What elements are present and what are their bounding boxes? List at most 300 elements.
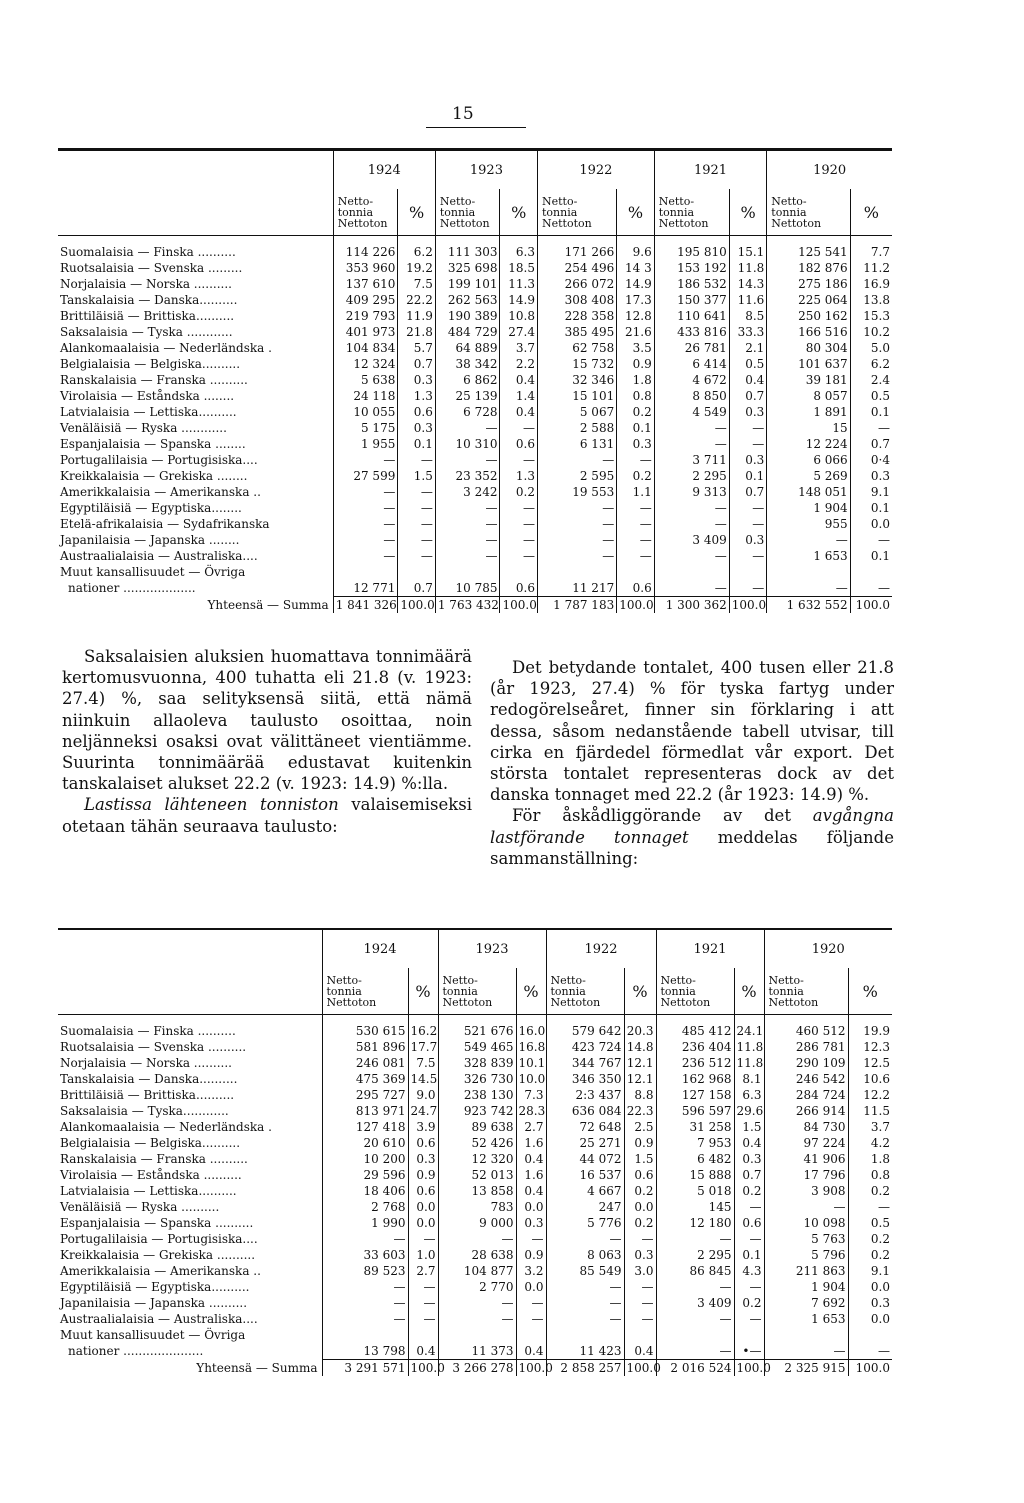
net-tonnage-cell: 5 763 <box>764 1231 848 1247</box>
net-tonnage-cell: 596 597 <box>656 1103 734 1119</box>
year-header: 1920 <box>767 150 892 190</box>
empty-cell <box>435 564 500 580</box>
percent-cell: — <box>734 1279 764 1295</box>
net-tonnage-cell: 1 904 <box>764 1279 848 1295</box>
percent-cell: — <box>617 452 655 468</box>
net-tonnage-cell: 275 186 <box>767 276 850 292</box>
net-tonnage-cell: 485 412 <box>656 1023 734 1039</box>
percent-cell: 0.6 <box>624 1167 656 1183</box>
net-tonnage-cell: — <box>333 548 398 564</box>
percent-cell: — <box>500 420 538 436</box>
percent-cell: — <box>500 452 538 468</box>
percent-cell: — <box>398 484 436 500</box>
net-tonnage-cell: — <box>654 580 729 597</box>
percent-cell: 0.3 <box>408 1151 438 1167</box>
percent-cell: 18.5 <box>500 260 538 276</box>
year-header: 1923 <box>435 150 537 190</box>
percent-header: % <box>734 968 764 1015</box>
percent-cell: 0·4 <box>850 452 892 468</box>
nationality-label: Norjalaisia — Norska .......... <box>60 1056 232 1070</box>
net-tonnage-cell: 8 063 <box>546 1247 624 1263</box>
percent-cell: 12.5 <box>848 1055 892 1071</box>
total-percent-cell: 100.0 <box>516 1360 546 1377</box>
spacer-cell <box>656 1015 734 1024</box>
percent-cell: 12.2 <box>848 1087 892 1103</box>
percent-cell: 15.1 <box>729 244 767 260</box>
net-tonnage-cell: 127 418 <box>322 1119 408 1135</box>
net-tonnage-cell: 5 269 <box>767 468 850 484</box>
net-tonnage-cell: 15 <box>767 420 850 436</box>
total-net-cell: 1 841 326 <box>333 597 398 614</box>
nationality-label: Saksalaisia — Tyska ............ <box>60 325 233 339</box>
year-header: 1924 <box>322 929 438 968</box>
percent-cell: 0.5 <box>850 388 892 404</box>
net-tonnage-cell: 125 541 <box>767 244 850 260</box>
table-row <box>58 1183 892 1199</box>
nationality-label: Kreikkalaisia — Grekiska .......... <box>60 1248 256 1262</box>
net-tonnage-cell: 2:3 437 <box>546 1087 624 1103</box>
net-tonnage-cell: — <box>654 420 729 436</box>
percent-cell: 6.2 <box>850 356 892 372</box>
percent-cell: 33.3 <box>729 324 767 340</box>
net-tonnage-cell: 80 304 <box>767 340 850 356</box>
net-tonnage-cell: 579 642 <box>546 1023 624 1039</box>
percent-cell: 0.2 <box>617 468 655 484</box>
table-row <box>58 1151 892 1167</box>
empty-cell <box>850 564 892 580</box>
percent-cell: 9.1 <box>850 484 892 500</box>
net-tonnage-cell: — <box>333 532 398 548</box>
net-tonnage-cell: 9 313 <box>654 484 729 500</box>
total-percent-cell: 100.0 <box>850 597 892 614</box>
nationality-label: Amerikkalaisia — Amerikanska .. <box>60 485 261 499</box>
nationality-label: Ranskalaisia — Franska .......... <box>60 373 248 387</box>
percent-cell: 0.3 <box>850 468 892 484</box>
percent-cell: 1.8 <box>617 372 655 388</box>
net-tonnage-cell: 10 200 <box>322 1151 408 1167</box>
net-tonnage-cell: 266 914 <box>764 1103 848 1119</box>
net-tonnage-cell: — <box>538 452 617 468</box>
percent-cell: 11.8 <box>734 1055 764 1071</box>
empty-cell <box>333 564 398 580</box>
net-tonnage-cell: — <box>322 1231 408 1247</box>
table-row <box>58 452 892 468</box>
net-tonnage-cell: 433 816 <box>654 324 729 340</box>
net-tonnage-cell: 6 131 <box>538 436 617 452</box>
percent-cell: 27.4 <box>500 324 538 340</box>
net-tonnage-cell: 148 051 <box>767 484 850 500</box>
net-tonnage-header <box>322 968 408 1015</box>
net-tonnage-header <box>654 189 729 236</box>
finnish-text-column <box>62 646 472 837</box>
finnish-paragraph-2 <box>62 794 472 836</box>
net-tonnage-cell: 636 084 <box>546 1103 624 1119</box>
percent-cell: — <box>848 1199 892 1215</box>
net-tonnage-cell: 2 770 <box>438 1279 516 1295</box>
table-row <box>58 260 892 276</box>
net-tonnage-cell: 236 512 <box>656 1055 734 1071</box>
page-number-rule <box>426 127 526 128</box>
table-row <box>58 1279 892 1295</box>
net-tonnage-cell: 353 960 <box>333 260 398 276</box>
net-tonnage-cell: 33 603 <box>322 1247 408 1263</box>
percent-cell: 0.4 <box>516 1343 546 1360</box>
percent-cell: 0.0 <box>408 1215 438 1231</box>
total-net-cell: 1 787 183 <box>538 597 617 614</box>
net-tonnage-header-line: Nettoton <box>326 995 377 1009</box>
percent-cell: — <box>850 580 892 597</box>
percent-cell: 24.1 <box>734 1023 764 1039</box>
finnish-paragraph-rest: valaisemiseksi otetaan tähän seuraava taulusto: <box>62 795 472 836</box>
net-tonnage-header-line: tonnia <box>326 984 362 998</box>
percent-cell: 15.3 <box>850 308 892 324</box>
percent-cell: 0.8 <box>848 1167 892 1183</box>
total-net-cell: 3 266 278 <box>438 1360 516 1377</box>
net-tonnage-cell: 195 810 <box>654 244 729 260</box>
net-tonnage-cell: 1 955 <box>333 436 398 452</box>
nationality-label: Venäläisiä — Ryska ............ <box>60 421 227 435</box>
net-tonnage-cell: 6 066 <box>767 452 850 468</box>
percent-cell: 0.6 <box>734 1215 764 1231</box>
empty-cell <box>322 1327 408 1343</box>
net-tonnage-cell: 2 595 <box>538 468 617 484</box>
spacer-cell <box>516 1015 546 1024</box>
nationality-label: Venäläisiä — Ryska .......... <box>60 1200 220 1214</box>
net-tonnage-cell: 401 973 <box>333 324 398 340</box>
percent-cell: 19.9 <box>848 1023 892 1039</box>
percent-cell: 0.3 <box>624 1247 656 1263</box>
percent-cell: 0.3 <box>729 404 767 420</box>
empty-cell <box>398 564 436 580</box>
swedish-paragraph-start: För åskådliggörande av det <box>512 806 813 826</box>
nationality-label: Suomalaisia — Finska .......... <box>60 1024 236 1038</box>
percent-cell: 0.0 <box>408 1199 438 1215</box>
net-tonnage-header-line: tonnia <box>442 984 478 998</box>
percent-cell: •— <box>734 1343 764 1360</box>
net-tonnage-cell: 1 653 <box>764 1311 848 1327</box>
table-row <box>58 1295 892 1311</box>
percent-cell: 0.7 <box>398 356 436 372</box>
percent-cell: 11.6 <box>729 292 767 308</box>
label-header <box>58 189 333 236</box>
percent-cell: — <box>729 516 767 532</box>
percent-cell: 29.6 <box>734 1103 764 1119</box>
percent-cell: 0.7 <box>729 388 767 404</box>
net-tonnage-cell: 1 891 <box>767 404 850 420</box>
net-tonnage-cell: 211 863 <box>764 1263 848 1279</box>
percent-cell: 0.5 <box>729 356 767 372</box>
net-tonnage-header <box>538 189 617 236</box>
net-tonnage-cell: 44 072 <box>546 1151 624 1167</box>
percent-cell: 16.0 <box>516 1023 546 1039</box>
net-tonnage-cell: — <box>546 1295 624 1311</box>
percent-cell: 3.7 <box>848 1119 892 1135</box>
net-tonnage-header-line: Netto- <box>550 973 586 987</box>
nationality-label: Latvialaisia — Lettiska.......... <box>60 1184 237 1198</box>
percent-cell: 0.3 <box>398 420 436 436</box>
net-tonnage-cell: 286 781 <box>764 1039 848 1055</box>
percent-cell: — <box>624 1311 656 1327</box>
nationality-label: Tanskalaisia — Danska.......... <box>60 1072 238 1086</box>
percent-cell: — <box>729 548 767 564</box>
table-row <box>58 244 892 260</box>
net-tonnage-cell: 199 101 <box>435 276 500 292</box>
net-tonnage-header-line: Netto- <box>542 194 578 208</box>
net-tonnage-cell: 15 101 <box>538 388 617 404</box>
net-tonnage-cell: 549 465 <box>438 1039 516 1055</box>
percent-cell: — <box>500 500 538 516</box>
net-tonnage-cell: — <box>333 452 398 468</box>
total-percent-cell: 100.0 <box>617 597 655 614</box>
percent-header: % <box>624 968 656 1015</box>
net-tonnage-cell: 521 676 <box>438 1023 516 1039</box>
net-tonnage-header <box>767 189 850 236</box>
net-tonnage-cell: 89 638 <box>438 1119 516 1135</box>
table-row <box>58 324 892 340</box>
net-tonnage-cell: 24 118 <box>333 388 398 404</box>
net-tonnage-cell: 262 563 <box>435 292 500 308</box>
net-tonnage-header-line: Nettoton <box>542 216 592 230</box>
percent-cell: 20.3 <box>624 1023 656 1039</box>
year-header: 1923 <box>438 929 546 968</box>
percent-header: % <box>408 968 438 1015</box>
percent-cell: 11.2 <box>850 260 892 276</box>
percent-cell: 2.7 <box>516 1119 546 1135</box>
percent-cell: 28.3 <box>516 1103 546 1119</box>
net-tonnage-cell: — <box>767 532 850 548</box>
percent-cell: 4.3 <box>734 1263 764 1279</box>
net-tonnage-cell: 247 <box>546 1199 624 1215</box>
percent-header: % <box>617 189 655 236</box>
percent-cell: 13.8 <box>850 292 892 308</box>
total-percent-cell: 100.0 <box>408 1360 438 1377</box>
table-row <box>58 1135 892 1151</box>
spacer-cell <box>546 1015 624 1024</box>
percent-cell: 0.4 <box>408 1343 438 1360</box>
table-row <box>58 1199 892 1215</box>
net-tonnage-cell: 84 730 <box>764 1119 848 1135</box>
percent-cell: — <box>624 1295 656 1311</box>
net-tonnage-cell: 27 599 <box>333 468 398 484</box>
percent-cell: — <box>408 1279 438 1295</box>
net-tonnage-header <box>438 968 516 1015</box>
net-tonnage-cell: 8 850 <box>654 388 729 404</box>
net-tonnage-cell: — <box>435 532 500 548</box>
percent-cell: 19.2 <box>398 260 436 276</box>
net-tonnage-cell: 3 409 <box>656 1295 734 1311</box>
percent-cell: 6.3 <box>500 244 538 260</box>
net-tonnage-header-line: Nettoton <box>658 216 709 230</box>
empty-cell <box>500 564 538 580</box>
percent-cell: 0.0 <box>850 516 892 532</box>
net-tonnage-cell: 484 729 <box>435 324 500 340</box>
net-tonnage-cell: — <box>435 548 500 564</box>
net-tonnage-header-line: Nettoton <box>768 995 819 1009</box>
net-tonnage-header-line: Nettoton <box>442 995 493 1009</box>
net-tonnage-cell: — <box>654 500 729 516</box>
percent-cell: 0.7 <box>734 1167 764 1183</box>
percent-cell: 2.7 <box>408 1263 438 1279</box>
spacer-cell <box>500 236 538 245</box>
percent-cell: 6.2 <box>398 244 436 260</box>
percent-cell: 14.9 <box>500 292 538 308</box>
percent-cell: 24.7 <box>408 1103 438 1119</box>
net-tonnage-cell: 150 377 <box>654 292 729 308</box>
percent-cell: 2.1 <box>729 340 767 356</box>
spacer-cell <box>654 236 729 245</box>
net-tonnage-cell: 52 013 <box>438 1167 516 1183</box>
percent-cell: 16.2 <box>408 1023 438 1039</box>
net-tonnage-cell: — <box>764 1199 848 1215</box>
percent-cell: — <box>516 1231 546 1247</box>
table-row <box>58 1231 892 1247</box>
net-tonnage-header-line: tonnia <box>542 205 578 219</box>
net-tonnage-cell: 16 537 <box>546 1167 624 1183</box>
percent-cell: 0.1 <box>398 436 436 452</box>
net-tonnage-cell: 423 724 <box>546 1039 624 1055</box>
net-tonnage-cell: 530 615 <box>322 1023 408 1039</box>
net-tonnage-cell: 111 303 <box>435 244 500 260</box>
year-header: 1922 <box>546 929 656 968</box>
net-tonnage-cell: 86 845 <box>656 1263 734 1279</box>
net-tonnage-cell: 8 057 <box>767 388 850 404</box>
percent-header: % <box>850 189 892 236</box>
nationality-label: Japanilaisia — Japanska ........ <box>60 533 240 547</box>
net-tonnage-cell: 344 767 <box>546 1055 624 1071</box>
nationality-label: Austraalialaisia — Australiska.... <box>60 549 258 563</box>
net-tonnage-cell: 228 358 <box>538 308 617 324</box>
percent-cell: — <box>398 500 436 516</box>
net-tonnage-cell: 238 130 <box>438 1087 516 1103</box>
percent-cell: 1.1 <box>617 484 655 500</box>
net-tonnage-cell: 2 588 <box>538 420 617 436</box>
nationality-label: Austraalialaisia — Australiska.... <box>60 1312 258 1326</box>
net-tonnage-cell: 7 692 <box>764 1295 848 1311</box>
percent-cell: — <box>617 548 655 564</box>
percent-cell: 12.1 <box>624 1071 656 1087</box>
total-percent-cell: 100.0 <box>500 597 538 614</box>
spacer-cell <box>398 236 436 245</box>
empty-cell <box>438 1327 516 1343</box>
percent-cell: 9.0 <box>408 1087 438 1103</box>
net-tonnage-cell: 219 793 <box>333 308 398 324</box>
net-tonnage-cell: 114 226 <box>333 244 398 260</box>
net-tonnage-cell: — <box>764 1343 848 1360</box>
table-row <box>58 564 892 580</box>
percent-cell: 10.6 <box>848 1071 892 1087</box>
spacer-cell <box>438 1015 516 1024</box>
nationality-label: Muut kansallisuudet — Övriga <box>60 1328 246 1342</box>
percent-cell: 0.1 <box>850 548 892 564</box>
net-tonnage-cell: 5 018 <box>656 1183 734 1199</box>
year-header: 1924 <box>333 150 435 190</box>
table-row <box>58 548 892 564</box>
net-tonnage-cell: — <box>767 580 850 597</box>
net-tonnage-cell: 127 158 <box>656 1087 734 1103</box>
net-tonnage-header-line: Nettoton <box>337 216 388 230</box>
net-tonnage-cell: 1 653 <box>767 548 850 564</box>
percent-cell: 14.8 <box>624 1039 656 1055</box>
table-row <box>58 1071 892 1087</box>
spacer-cell <box>624 1015 656 1024</box>
table-row <box>58 420 892 436</box>
table-row <box>58 340 892 356</box>
net-tonnage-cell: — <box>333 516 398 532</box>
net-tonnage-cell: — <box>435 420 500 436</box>
percent-header: % <box>729 189 767 236</box>
percent-cell: 0.1 <box>617 420 655 436</box>
table-row <box>58 1327 892 1343</box>
percent-cell: 1.5 <box>624 1151 656 1167</box>
net-tonnage-cell: 12 320 <box>438 1151 516 1167</box>
net-tonnage-cell: 326 730 <box>438 1071 516 1087</box>
nationality-label: Brittiläisiä — Brittiska.......... <box>60 1088 235 1102</box>
spacer-cell <box>322 1015 408 1024</box>
percent-cell: 12.3 <box>848 1039 892 1055</box>
percent-cell: 0.6 <box>408 1135 438 1151</box>
table-row <box>58 356 892 372</box>
percent-cell: — <box>408 1295 438 1311</box>
total-percent-cell: 100.0 <box>624 1360 656 1377</box>
net-tonnage-cell: — <box>435 452 500 468</box>
table-row <box>58 1039 892 1055</box>
spacer-cell <box>538 236 617 245</box>
spacer-cell <box>764 1015 848 1024</box>
percent-cell: 0.1 <box>734 1247 764 1263</box>
empty-cell <box>408 1327 438 1343</box>
cargo-tonnage-table <box>58 928 892 1376</box>
net-tonnage-cell: 12 224 <box>767 436 850 452</box>
net-tonnage-cell: 41 906 <box>764 1151 848 1167</box>
net-tonnage-cell: 246 081 <box>322 1055 408 1071</box>
percent-cell: 0.4 <box>500 404 538 420</box>
spacer-cell <box>435 236 500 245</box>
year-header: 1920 <box>764 929 892 968</box>
percent-cell: 11.3 <box>500 276 538 292</box>
percent-cell: 11.5 <box>848 1103 892 1119</box>
percent-cell: — <box>624 1231 656 1247</box>
table-row <box>58 1215 892 1231</box>
net-tonnage-cell: 23 352 <box>435 468 500 484</box>
empty-cell <box>656 1327 734 1343</box>
net-tonnage-cell: 225 064 <box>767 292 850 308</box>
percent-cell: 0.3 <box>398 372 436 388</box>
empty-cell <box>764 1327 848 1343</box>
nationality-label: Alankomaalaisia — Nederländska . <box>60 341 272 355</box>
net-tonnage-header-line: tonnia <box>660 984 696 998</box>
total-percent-cell: 100.0 <box>848 1360 892 1377</box>
percent-cell: 0.4 <box>734 1135 764 1151</box>
net-tonnage-header-line: tonnia <box>771 205 807 219</box>
percent-cell: 0.6 <box>500 580 538 597</box>
percent-cell: 21.8 <box>398 324 436 340</box>
percent-cell: 3.7 <box>500 340 538 356</box>
net-tonnage-cell: 346 350 <box>546 1071 624 1087</box>
nationality-label: Ruotsalaisia — Svenska .......... <box>60 1040 247 1054</box>
net-tonnage-cell: 26 781 <box>654 340 729 356</box>
total-label: Yhteensä — Summa <box>196 1360 318 1375</box>
table-row <box>58 516 892 532</box>
net-tonnage-header-line: tonnia <box>550 984 586 998</box>
percent-cell: — <box>729 420 767 436</box>
net-tonnage-cell: 2 295 <box>654 468 729 484</box>
net-tonnage-cell: 290 109 <box>764 1055 848 1071</box>
net-tonnage-cell: 85 549 <box>546 1263 624 1279</box>
net-tonnage-cell: 11 423 <box>546 1343 624 1360</box>
net-tonnage-cell: 62 758 <box>538 340 617 356</box>
net-tonnage-cell: 2 295 <box>656 1247 734 1263</box>
percent-cell: 17.7 <box>408 1039 438 1055</box>
